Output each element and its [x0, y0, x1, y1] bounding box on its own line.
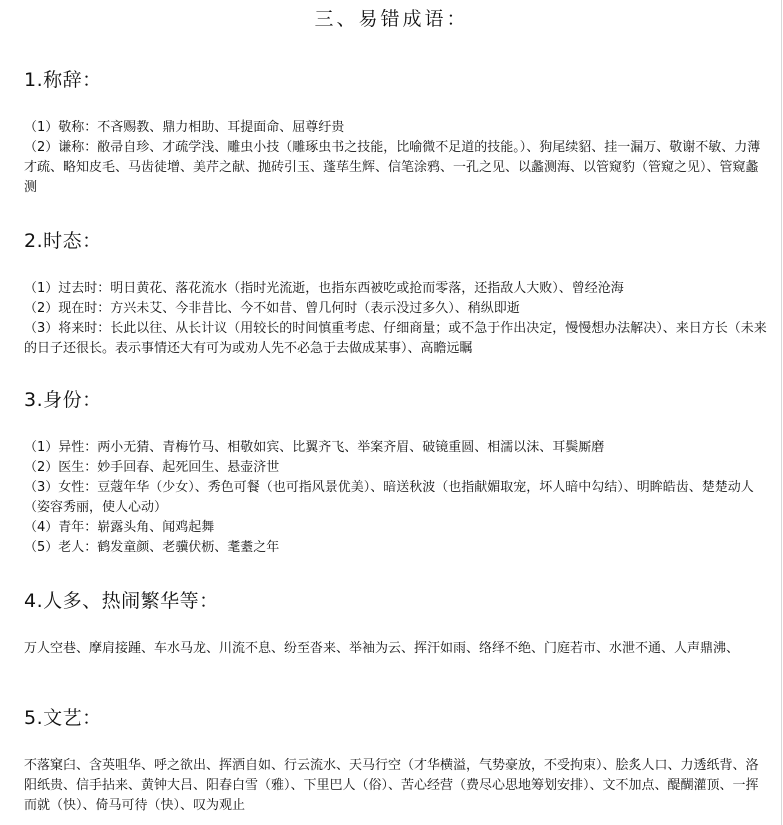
section-body [24, 279, 770, 359]
text-line: （2）医生：妙手回春、起死回生、悬壶济世 [24, 460, 280, 475]
text-line: （1）敬称：不吝赐教、鼎力相助、耳提面命、屈尊纡贵 [24, 120, 345, 135]
document-title: 三、易错成语： [314, 8, 469, 30]
text-line: （5）老人：鹤发童颜、老骥伏枥、耄耋之年 [24, 540, 280, 555]
section-body [24, 756, 770, 816]
text-line: （2）现在时：方兴未艾、今非昔比、今不如昔、曾几何时（表示没过多久）、稍纵即逝 [24, 301, 520, 316]
section-5 [24, 706, 770, 816]
section-body [24, 639, 770, 659]
text-line: （4）青年：崭露头角、闻鸡起舞 [24, 520, 215, 535]
section-2 [24, 229, 770, 359]
section-3 [24, 388, 770, 558]
section-heading: 5.文艺： [24, 707, 102, 729]
section-heading: 2.时态： [24, 230, 102, 252]
section-4 [24, 589, 770, 659]
section-heading: 1.称辞： [24, 69, 102, 91]
section-body [24, 438, 770, 558]
page-edge-rule [781, 0, 782, 825]
section-heading: 3.身份： [24, 389, 102, 411]
text-line: （1）过去时：明日黄花、落花流水（指时光流逝，也指东西被吃或抢而零落，还指敌人大败）、曾经沧海 [24, 281, 624, 296]
text-line: （3）女性：豆蔻年华（少女）、秀色可餐（也可指风景优美）、暗送秋波（也指献媚取宠，坏人暗中勾结）、明眸皓齿、楚楚动人（姿容秀丽，使人心动） [24, 480, 754, 515]
section-body [24, 118, 770, 198]
text-line: 不落窠臼、含英咀华、呼之欲出、挥洒自如、行云流水、天马行空（才华横溢，气势豪放，不受拘束）、脍炙人口、力透纸背、洛阳纸贵、信手拈来、黄钟大吕、阳春白雪（雅）、下里巴人（俗）、苦心经营（费尽心思地筹划安排）、文不加点、醍醐灌顶、一挥而就（快）、倚马可待（快）、叹为观止 [24, 758, 759, 813]
text-line: （3）将来时：长此以往、从长计议（用较长的时间慎重考虑、仔细商量；或不急于作出决定，慢慢想办法解决）、来日方长（未来的日子还很长。表示事情还大有可为或劝人先不必急于去做成某事）、高瞻远瞩 [24, 321, 767, 356]
text-line: （2）谦称：敝帚自珍、才疏学浅、雕虫小技（雕琢虫书之技能，比喻微不足道的技能。）、狗尾续貂、挂一漏万、敬谢不敏、力薄才疏、略知皮毛、马齿徒增、美芹之献、抛砖引玉、蓬荜生辉、信笔涂鸦、一孔之见、以蠡测海、以管窥豹（管窥之见）、管窥蠡测 [24, 140, 761, 195]
text-line: 万人空巷、摩肩接踵、车水马龙、川流不息、纷至沓来、举袖为云、挥汗如雨、络绎不绝、门庭若市、水泄不通、人声鼎沸、 [24, 641, 740, 656]
section-1 [24, 68, 770, 198]
text-line: （1）异性：两小无猜、青梅竹马、相敬如宾、比翼齐飞、举案齐眉、破镜重圆、相濡以沫、耳鬓厮磨 [24, 440, 605, 455]
section-heading: 4.人多、热闹繁华等： [24, 590, 219, 612]
